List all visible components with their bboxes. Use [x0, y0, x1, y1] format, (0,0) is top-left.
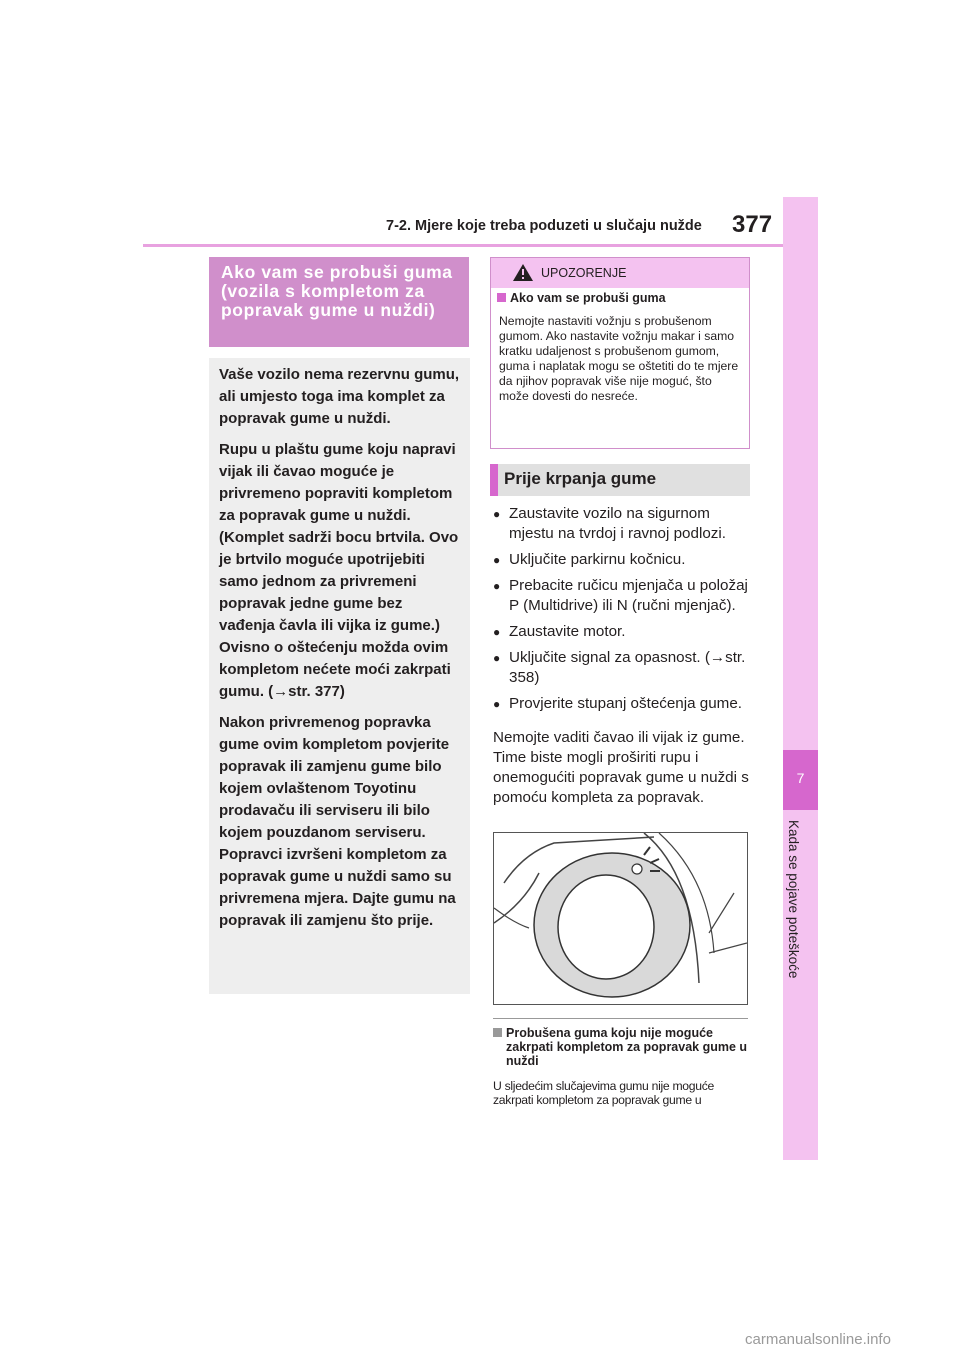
- warning-text: Nemojte nastaviti vožnju s probušenom gumom. Ako nastavite vožnju makar i samo kratku udaljenost s probušenom gumom, guma i naplatak mogu se oštetiti do te mjere da njihov popravak više nije moguć, što može dovesti do nesreće.: [499, 314, 739, 403]
- list-item: ● Uključite parkirnu kočnicu.: [493, 550, 755, 570]
- warning-box: [490, 257, 750, 449]
- section-heading-text: Prije krpanja gume: [504, 469, 657, 488]
- list-item: ● Zaustavite vozilo na sigurnom mjestu na tvrdoj i ravnoj podlozi.: [493, 504, 755, 544]
- tire-illustration: [493, 832, 748, 1005]
- section-header-title: 7-2. Mjere koje treba poduzeti u slučaju nužde: [386, 218, 702, 234]
- subsection-title-rest: zakrpati kompletom za popravak gume u nuždi: [506, 1040, 748, 1068]
- watermark: carmanualsonline.info: [745, 1331, 891, 1348]
- warning-header: [491, 258, 749, 288]
- left-info-box: [209, 358, 470, 994]
- subsection-title: [493, 1026, 753, 1068]
- page-number: 377: [732, 211, 773, 238]
- instruction-list: [493, 504, 755, 720]
- chapter-number: 7: [796, 770, 805, 786]
- header-divider: [143, 244, 783, 247]
- list-item: ● Provjerite stupanj oštećenja gume.: [493, 694, 755, 714]
- subsection-divider: [493, 1018, 748, 1019]
- info-paragraph: Vaše vozilo nema rezervnu gumu, ali umjesto toga ima komplet za popravak gume u nuždi.: [219, 366, 460, 427]
- chapter-title-vertical: Kada se pojave poteškoće: [786, 820, 801, 979]
- warning-label: UPOZORENJE: [541, 266, 627, 280]
- section-heading: [490, 464, 750, 496]
- warning-triangle-icon: [512, 263, 534, 287]
- subsection-text: U sljedećim slučajevima gumu nije moguće zakrpati kompletom za popravak gume u: [493, 1079, 715, 1107]
- section-paragraph: Nemojte vaditi čavao ili vijak iz gume. Time biste mogli proširiti rupu i onemogućiti popravak gume u nuždi s pomoću kompleta za popravak.: [493, 729, 749, 806]
- side-tab-upper: [783, 197, 818, 750]
- list-item: ● Zaustavite motor.: [493, 622, 755, 642]
- section-heading-bar: [490, 464, 498, 496]
- info-paragraph: Rupu u plaštu gume koju napravi vijak ili čavao moguće je privremeno popraviti kompletom za popravak gume u nuždi. (Komplet sadrži bocu brtvila. Ovo je brtvilo moguće upotrijebiti samo jednom za privremeni popravak jedne gume bez vađenja čavla ili vijka iz gume.) Ovisno o oštećenju možda ovim kompletom nećete moći zakrpati gumu. (→str. 377): [219, 441, 459, 700]
- warning-subheading: [497, 291, 666, 305]
- warning-subheading-text: Ako vam se probuši guma: [510, 291, 666, 305]
- list-item: ● Prebacite ručicu mjenjača u položaj P (Multidrive) ili N (ručni mjenjač).: [493, 576, 755, 616]
- square-bullet-icon: [497, 293, 506, 302]
- list-item: ● Uključite signal za opasnost. (→str. 358): [493, 648, 755, 688]
- square-bullet-icon: [493, 1028, 502, 1037]
- left-section-heading: Ako vam se probuši guma (vozila s kompletom za popravak gume u nuždi): [209, 257, 469, 347]
- subsection-title-first: Probušena guma koju nije moguće: [506, 1026, 713, 1040]
- info-paragraph: Nakon privremenog popravka gume ovim kompletom povjerite popravak ili zamjenu gume bilo kojem ovlaštenom Toyotinu prodavaču ili serviseru ili bilo kojem pouzdanom serviseru. Popravci izvršeni kompletom za popravak gume u nuždi samo su privremena mjera. Dajte gumu na popravak ili zamjenu što prije.: [219, 714, 456, 929]
